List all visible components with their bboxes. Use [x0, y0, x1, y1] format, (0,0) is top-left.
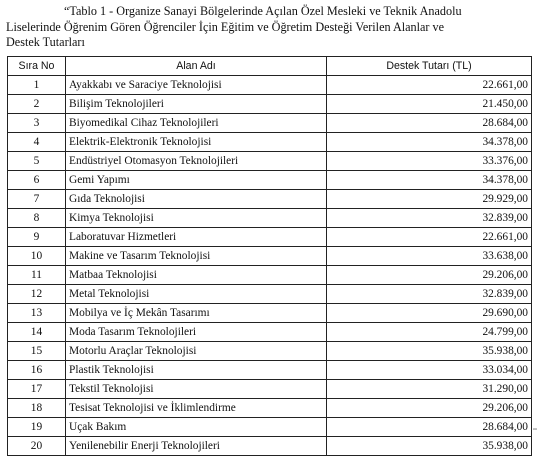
table-caption [6, 4, 530, 51]
area-name: Gıda Teknolojisi [66, 190, 327, 209]
row-number: 3 [8, 114, 66, 133]
support-amount: 35.938,00 [327, 437, 532, 456]
row-number: 15 [8, 342, 66, 361]
table-row [8, 133, 532, 152]
area-name: Kimya Teknolojisi [66, 209, 327, 228]
area-name: Tekstil Teknolojisi [66, 380, 327, 399]
support-amount: 32.839,00 [327, 285, 532, 304]
table-header-row [8, 57, 532, 76]
table-row [8, 380, 532, 399]
row-number: 10 [8, 247, 66, 266]
table-row [8, 76, 532, 95]
support-amount: 22.661,00 [327, 228, 532, 247]
support-amounts-table [7, 56, 532, 456]
support-amount: 34.378,00 [327, 171, 532, 190]
area-name: Ayakkabı ve Saraciye Teknolojisi [66, 76, 327, 95]
table-row [8, 361, 532, 380]
table-row [8, 247, 532, 266]
area-name: Laboratuvar Hizmetleri [66, 228, 327, 247]
support-amount: 21.450,00 [327, 95, 532, 114]
area-name: Makine ve Tasarım Teknolojisi [66, 247, 327, 266]
support-amount: 28.684,00 [327, 418, 532, 437]
table-row [8, 228, 532, 247]
support-amount: 33.376,00 [327, 152, 532, 171]
table-row [8, 171, 532, 190]
support-amount: 33.638,00 [327, 247, 532, 266]
header-no: Sıra No [8, 57, 66, 76]
corner-mark: ”” [533, 429, 537, 435]
table-row [8, 342, 532, 361]
row-number: 13 [8, 304, 66, 323]
caption-line-1: “Tablo 1 - Organize Sanayi Bölgelerinde Açılan Özel Mesleki ve Teknik Anadolu [64, 4, 462, 18]
table-body [8, 76, 532, 456]
caption-line-2: Liselerinde Öğrenim Gören Öğrenciler İçin Eğitim ve Öğretim Desteği Verilen Alanlar ve [6, 19, 445, 34]
row-number: 9 [8, 228, 66, 247]
support-amount: 29.206,00 [327, 399, 532, 418]
row-number: 16 [8, 361, 66, 380]
header-amount: Destek Tutarı (TL) [327, 57, 532, 76]
area-name: Tesisat Teknolojisi ve İklimlendirme [66, 399, 327, 418]
support-amount: 22.661,00 [327, 76, 532, 95]
area-name: Plastik Teknolojisi [66, 361, 327, 380]
row-number: 12 [8, 285, 66, 304]
area-name: Motorlu Araçlar Teknolojisi [66, 342, 327, 361]
area-name: Elektrik-Elektronik Teknolojisi [66, 133, 327, 152]
support-amount: 35.938,00 [327, 342, 532, 361]
area-name: Bilişim Teknolojileri [66, 95, 327, 114]
row-number: 1 [8, 76, 66, 95]
area-name: Yenilenebilir Enerji Teknolojileri [66, 437, 327, 456]
table-row [8, 114, 532, 133]
area-name: Gemi Yapımı [66, 171, 327, 190]
support-amount: 29.929,00 [327, 190, 532, 209]
support-amount: 33.034,00 [327, 361, 532, 380]
table-row [8, 152, 532, 171]
support-amount: 29.690,00 [327, 304, 532, 323]
row-number: 5 [8, 152, 66, 171]
row-number: 11 [8, 266, 66, 285]
support-amount: 29.206,00 [327, 266, 532, 285]
table-row [8, 266, 532, 285]
area-name: Matbaa Teknolojisi [66, 266, 327, 285]
support-amount: 28.684,00 [327, 114, 532, 133]
row-number: 2 [8, 95, 66, 114]
table-row [8, 209, 532, 228]
table-row [8, 190, 532, 209]
support-amount: 32.839,00 [327, 209, 532, 228]
table-row [8, 418, 532, 437]
table-row [8, 95, 532, 114]
area-name: Endüstriyel Otomasyon Teknolojileri [66, 152, 327, 171]
area-name: Uçak Bakım [66, 418, 327, 437]
row-number: 18 [8, 399, 66, 418]
table-row [8, 304, 532, 323]
table-row [8, 323, 532, 342]
area-name: Metal Teknolojisi [66, 285, 327, 304]
table-row [8, 285, 532, 304]
support-amount: 31.290,00 [327, 380, 532, 399]
row-number: 7 [8, 190, 66, 209]
row-number: 14 [8, 323, 66, 342]
table-row [8, 437, 532, 456]
row-number: 4 [8, 133, 66, 152]
row-number: 17 [8, 380, 66, 399]
table-row [8, 399, 532, 418]
row-number: 20 [8, 437, 66, 456]
support-amount: 24.799,00 [327, 323, 532, 342]
area-name: Biyomedikal Cihaz Teknolojileri [66, 114, 327, 133]
row-number: 19 [8, 418, 66, 437]
support-amount: 34.378,00 [327, 133, 532, 152]
row-number: 6 [8, 171, 66, 190]
header-area: Alan Adı [66, 57, 327, 76]
caption-line-3: Destek Tutarları [6, 35, 85, 49]
row-number: 8 [8, 209, 66, 228]
area-name: Moda Tasarım Teknolojileri [66, 323, 327, 342]
area-name: Mobilya ve İç Mekân Tasarımı [66, 304, 327, 323]
